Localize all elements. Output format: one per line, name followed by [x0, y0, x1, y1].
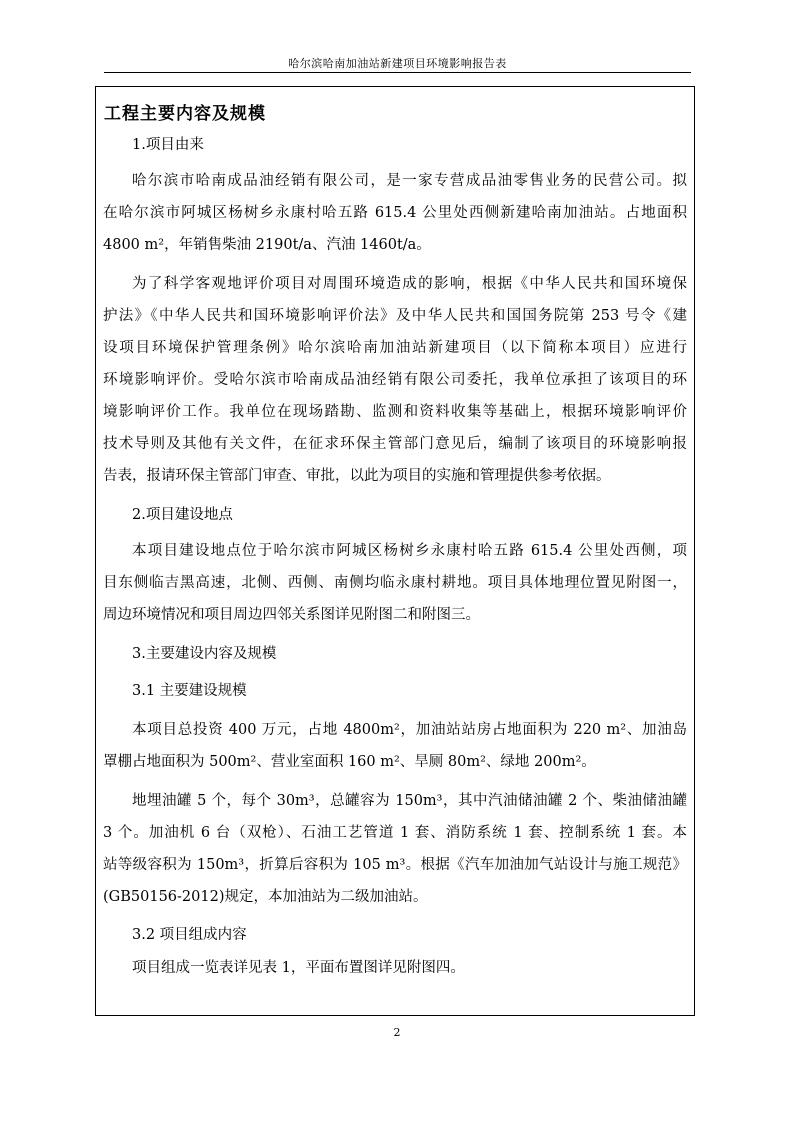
header-rule	[104, 72, 691, 73]
body-line: (GB50156-2012)规定，本加油站为二级加油站。	[103, 889, 428, 905]
body-line: 在哈尔滨市阿城区杨树乡永康村哈五路 615.4 公里处西侧新建哈南加油站。占地面积	[103, 205, 687, 221]
body-line: 3.1 主要建设规模	[132, 683, 247, 699]
body-line: 护法》《中华人民共和国环境影响评价法》及中华人民共和国国务院第 253 号令《建	[103, 308, 687, 324]
body-line: 站等级容积为 150m³，折算后容积为 105 m³。根据《汽车加油加气站设计与施工规范》	[103, 857, 687, 873]
running-header: 哈尔滨哈南加油站新建项目环境影响报告表	[288, 57, 507, 70]
body-line: 4800 m²，年销售柴油 2190t/a、汽油 1460t/a。	[103, 237, 431, 253]
body-line: 为了科学客观地评价项目对周围环境造成的影响，根据《中华人民共和国环境保	[132, 276, 687, 292]
body-line: 2.项目建设地点	[132, 507, 233, 523]
body-line: 项目组成一览表详见表 1，平面布置图详见附图四。	[132, 960, 465, 976]
page-number: 2	[393, 1026, 401, 1039]
body-line: 3.主要建设内容及规模	[132, 646, 277, 662]
body-line: 地埋油罐 5 个，每个 30m³，总罐容为 150m³，其中汽油储油罐 2 个、柴油储油罐	[132, 793, 687, 809]
body-line: 3 个。加油机 6 台（双枪）、石油工艺管道 1 套、消防系统 1 套、控制系统 1 套。本	[103, 825, 687, 841]
body-line: 环境影响评价。受哈尔滨市哈南成品油经销有限公司委托，我单位承担了该项目的环	[103, 372, 687, 388]
body-line: 1.项目由来	[132, 137, 204, 153]
body-line: 本项目总投资 400 万元，占地 4800m²，加油站站房占地面积为 220 m²、加油岛	[132, 722, 687, 738]
body-line: 周边环境情况和项目周边四邻关系图详见附图二和附图三。	[103, 607, 480, 623]
body-line: 告表，报请环保主管部门审查、审批，以此为项目的实施和管理提供参考依据。	[103, 468, 611, 484]
body-line: 哈尔滨市哈南成品油经销有限公司，是一家专营成品油零售业务的民营公司。拟	[132, 173, 687, 189]
body-line: 本项目建设地点位于哈尔滨市阿城区杨树乡永康村哈五路 615.4 公里处西侧，项	[132, 543, 687, 559]
body-line: 技术导则及其他有关文件，在征求环保主管部门意见后，编制了该项目的环境影响报	[103, 436, 687, 452]
body-line: 境影响评价工作。我单位在现场踏勘、监测和资料收集等基础上，根据环境影响评价	[103, 404, 687, 420]
body-line: 设项目环境保护管理条例》哈尔滨哈南加油站新建项目（以下简称本项目）应进行	[103, 340, 687, 356]
body-line: 3.2 项目组成内容	[132, 927, 247, 943]
body-line: 罩棚占地面积为 500m²、营业室面积 160 m²、旱厕 80m²、绿地 200m²。	[103, 754, 596, 770]
body-line: 目东侧临吉黑高速，北侧、西侧、南侧均临永康村耕地。项目具体地理位置见附图一，	[103, 575, 687, 591]
section-title: 工程主要内容及规模	[104, 104, 266, 124]
